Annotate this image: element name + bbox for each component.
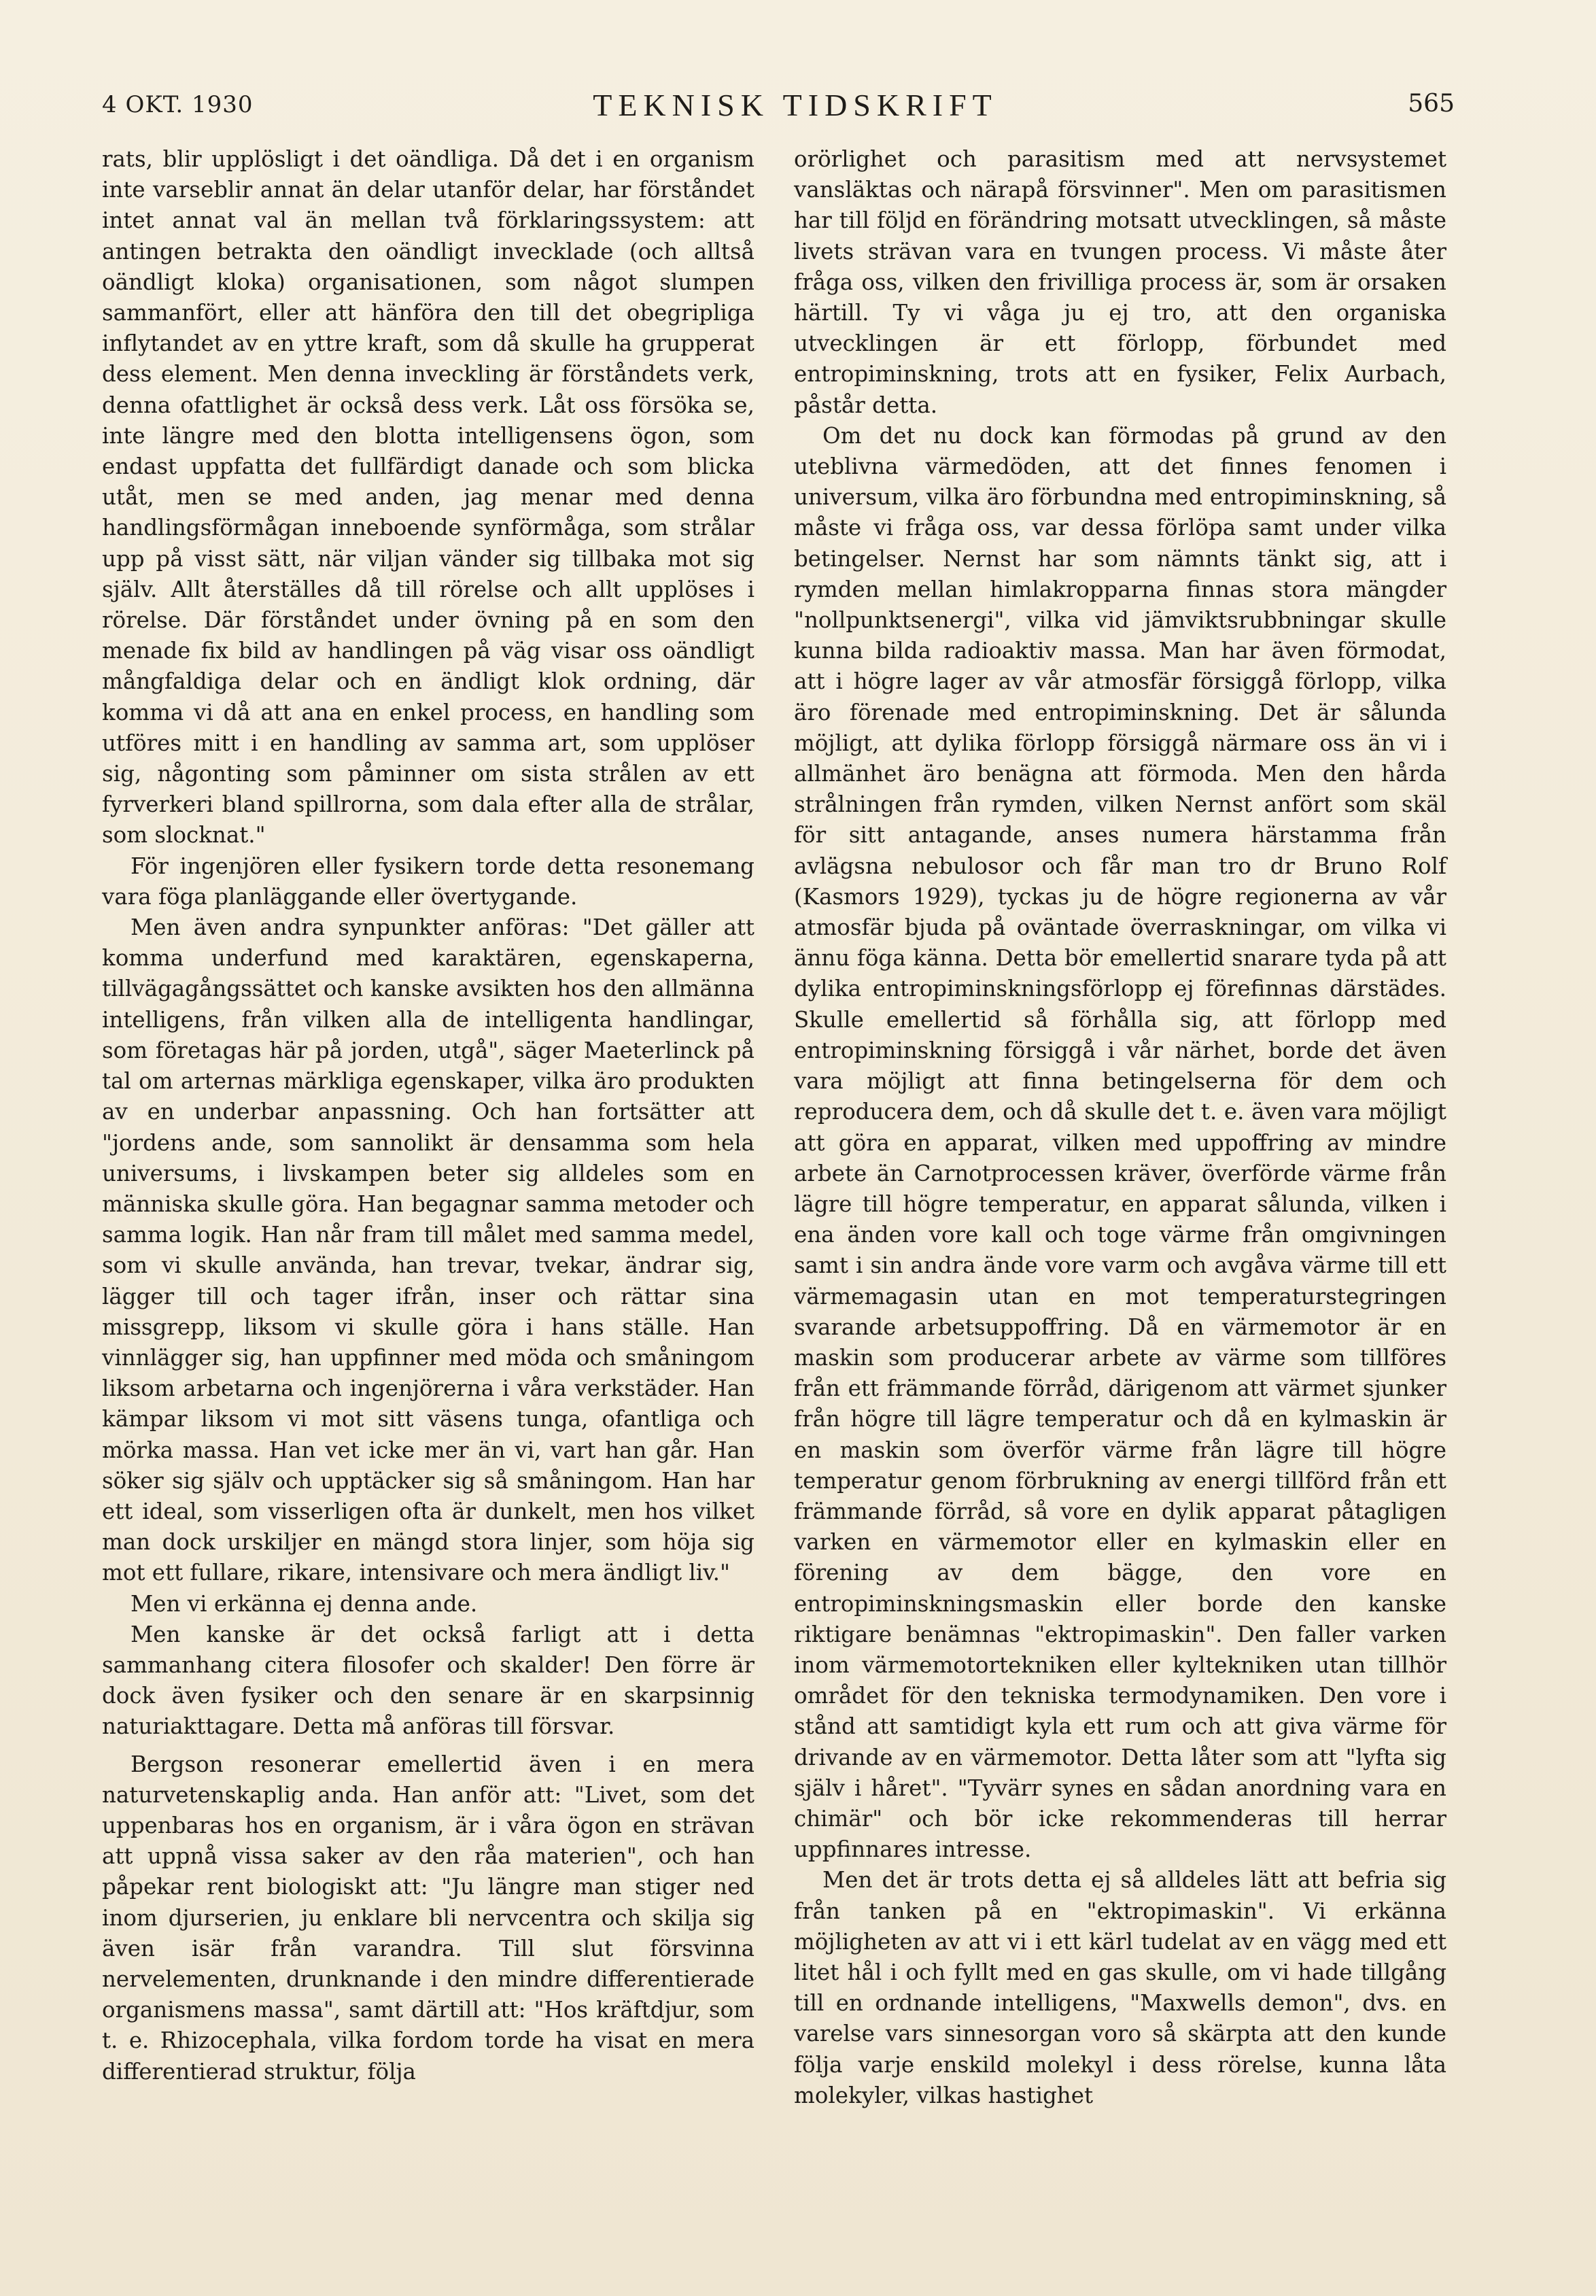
paragraph: För ingenjören eller fysikern torde detta resonemang vara föga planläggande eller övertygande. [102,853,754,910]
issue-date: 4 OKT. 1930 [102,91,254,118]
page-number: 565 [1408,90,1455,118]
paragraph: Om det nu dock kan förmodas på grund av den uteblivna värmedöden, att det finnes fenomen i universum, vilka äro förbundna med entropiminskning, så måste vi fråga oss, var dessa förlöpa samt under vilka betingelser. Nernst har som nämnts tänkt sig, att i rymden mellan himlakropparna finnas stora mängder "nollpunktsenergi", vilka vid jämviktsrubbningar skulle kunna bilda radioaktiv massa. Man har även förmodat, att i högre lager av vår atmosfär försiggå förlopp, vilka äro förenade med entropiminskning. Det är sålunda möjligt, att dylika förlopp försiggå närmare oss än vi i allmänhet äro benägna att förmoda. Men den hårda strålningen från rymden, vilken Nernst anfört som skäl för sitt antagande, anses numera härstamma från avlägsna nebulosor och får man tro dr Bruno Rolf (Kasmors 1929), tyckas ju de högre regionerna av vår atmosfär bjuda på oväntade överraskningar, om vilka vi ännu föga känna. Detta bör emellertid snarare tyda på att dylika entropiminskningsförlopp ej förefinnas därstädes. Skulle emellertid så förhålla sig, att förlopp med entropiminskning försiggå i vår närhet, borde det även vara möjligt att finna betingelserna för dem och reproducera dem, och då skulle det t. e. även vara möjligt att göra en apparat, vilken med uppoffring av mindre arbete än Carnotprocessen kräver, överförde värme från lägre till högre temperatur, en apparat sålunda, vilken i ena änden vore kall och toge värme från omgivningen samt i sin andra ände vore varm och avgåva värme till ett värmemagasin utan en mot temperaturstegringen svarande arbetsuppoffring. Då en värmemotor är en maskin som producerar arbete av värme som tillföres från ett främmande förråd, därigenom att värmet sjunker från högre till lägre temperatur och då en kylmaskin är en maskin som överför värme från lägre till högre temperatur genom förbrukning av energi tillförd från ett främmande förråd, så vore en dylik apparat påtagligen varken en värmemotor eller en kylmaskin eller en förening av dem bägge, den vore en entropiminskningsmaskin eller borde den kanske riktigare benämnas "ektropimaskin". Den faller varken inom värmemotortekniken eller kyltekniken utan tillhör området för den tekniska termodynamiken. Den vore i stånd att samtidigt kyla ett rum och att giva värme för drivande av en värmemotor. Detta låter som att "lyfta sig själv i håret". "Tyvärr synes en sådan anordning vara en chimär" och bör icke rekommenderas till herrar uppfinnares intresse. [794,422,1446,1863]
paragraph: Men det är trots detta ej så alldeles lätt att befria sig från tanken på en "ektropimaskin". Vi erkänna möjligheten av att vi i ett kärl tudelat av en vägg med ett litet hål i och fyllt med en gas skulle, om vi hade tillgång till en ordnande intelligens, "Maxwells demon", dvs. en varelse vars sinnesorgan voro så skärpta att den kunde följa varje enskild molekyl i dess rörelse, kunna låta molekyler, vilkas hastighet [794,1867,1446,2108]
journal-title: TEKNISK TIDSKRIFT [593,88,998,122]
page-header [102,87,1455,128]
paragraph: Men även andra synpunkter anföras: "Det gäller att komma underfund med karaktären, egenskaperna, tillvägagångssättet och kanske avsikten hos den allmänna intelligens, från vilken alla de intelligenta handlingar, som företagas här på jorden, utgå", säger Maeterlinck på tal om arternas märkliga egenskaper, vilka äro produkten av en underbar anpassning. Och han fortsätter att "jordens ande, som sannolikt är densamma som hela universums, i livskampen beter sig alldeles som en människa skulle göra. Han begagnar samma metoder och samma logik. Han når fram till målet med samma medel, som vi skulle använda, han trevar, tvekar, ändrar sig, lägger till och tager ifrån, inser och rättar sina missgrepp, liksom vi skulle göra i hans ställe. Han vinnlägger sig, han uppfinner med möda och småningom liksom arbetarna och ingenjörerna i våra verkstäder. Han kämpar liksom vi mot sitt väsens tunga, ofantliga och mörka massa. Han vet icke mer än vi, vart han går. Han söker sig själv och upptäcker sig så småningom. Han har ett ideal, som visserligen ofta är dunkelt, men hos vilket man dock urskiljer en mängd stora linjer, som höja sig mot ett fullare, rikare, intensivare och mera ändligt liv." [102,914,754,1586]
right-column [794,144,1446,2111]
paragraph: rats, blir upplösligt i det oändliga. Då det i en organism inte varseblir annat än delar utanför delar, har förståndet intet annat val än mellan två förklaringssystem: att antingen betrakta den oändligt invecklade (och alltså oändligt kloka) organisationen, som något slumpen sammanfört, eller att hänföra den till det obegripliga inflytandet av en yttre kraft, som då skulle ha grupperat dess element. Men denna inveckling är förståndets verk, denna ofattlighet är också dess verk. Låt oss försöka se, inte längre med den blotta intelligensens ögon, som endast uppfatta det fullfärdigt danade och som blicka utåt, men se med anden, jag menar med denna handlingsförmågan inneboende synförmåga, som strålar upp på visst sätt, när viljan vänder sig tillbaka mot sig själv. Allt återställes då till rörelse och allt upplöses i rörelse. Där förståndet under övning på en som den menade fix bild av handlingen på väg visar oss oändligt mångfaldiga delar och en ändligt klok ordning, där komma vi då att ana en enkel process, en handling som utföres mitt i en handling av samma art, som upplöser sig, någonting som påminner om sista strålen av ett fyrverkeri bland spillrorna, som dala efter alla de strålar, som slocknat." [102,146,754,849]
paragraph: Bergson resonerar emellertid även i en mera naturvetenskaplig anda. Han anför att: "Livet, som det uppenbaras hos en organism, är i våra ögon en strävan att uppnå vissa saker av den råa materien", och han påpekar rent biologiskt att: "Ju längre man stiger ned inom djurserien, ju enklare bli nervcentra och skilja sig även isär från varandra. Till slut försvinna nervelementen, drunknande i den mindre differentierade organismens massa", samt därtill att: "Hos kräftdjur, som t. e. Rhizocephala, vilka fordom torde ha visat en mera differentierad struktur, följa [102,1751,754,2085]
paragraph: orörlighet och parasitism med att nervsystemet vansläktas och närapå försvinner". Men om parasitismen har till följd en förändring motsatt utvecklingen, så måste livets strävan vara en tvungen process. Vi måste åter fråga oss, vilken den frivilliga process är, som är orsaken härtill. Ty vi våga ju ej tro, att den organiska utvecklingen är ett förlopp, förbundet med entropiminskning, trots att en fysiker, Felix Aurbach, påstår detta. [794,146,1446,418]
left-column [102,144,754,2087]
paragraph: Men vi erkänna ej denna ande. [131,1590,478,1617]
paragraph: Men kanske är det också farligt att i detta sammanhang citera filosofer och skalder! Den förre är dock även fysiker och den senare är en skarpsinnig naturiakttagare. Detta må anföras till försvar. [102,1621,754,1740]
